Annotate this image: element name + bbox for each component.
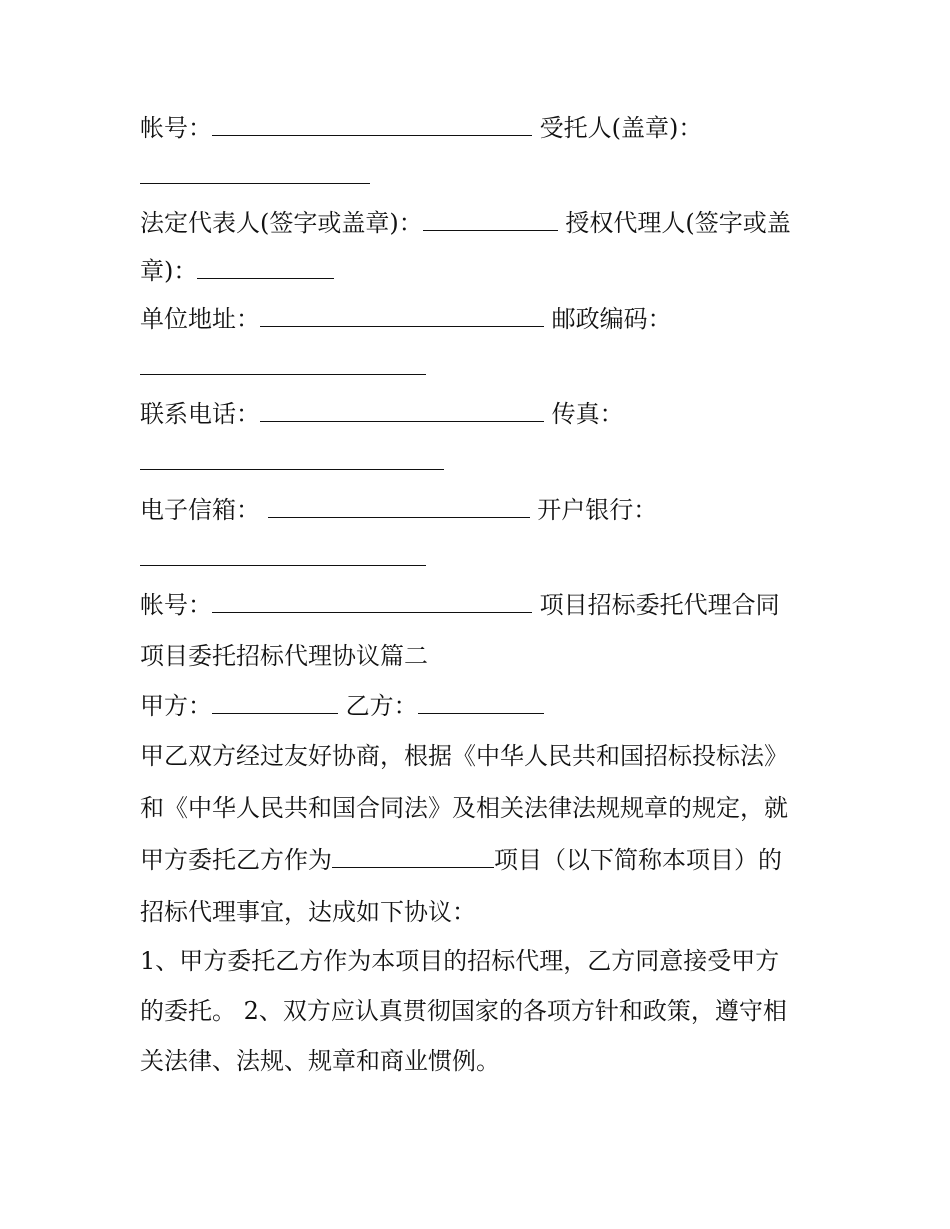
- party-b-blank[interactable]: [418, 691, 544, 714]
- account-label-2: 帐号：: [140, 591, 212, 619]
- phone-line: [140, 398, 624, 430]
- trustee-seal-label: 受托人(盖章)：: [532, 114, 703, 142]
- project-label: 甲方委托乙方作为: [140, 846, 332, 874]
- paragraph-text: 招标代理事宜，达成如下协议：: [140, 898, 476, 926]
- legal-rep-blank[interactable]: [423, 208, 558, 231]
- paragraph-line: [140, 792, 788, 824]
- project-blank[interactable]: [332, 845, 494, 868]
- authorized-agent-blank[interactable]: [197, 256, 334, 279]
- account-line: [140, 112, 702, 144]
- clause-line: [140, 995, 787, 1027]
- contract-title-text: 项目招标委托代理合同: [532, 591, 780, 619]
- paragraph-text: 甲乙双方经过友好协商，根据《中华人民共和国招标投标法》: [140, 742, 788, 770]
- postcode-blank[interactable]: [140, 352, 426, 375]
- legal-rep-label: 法定代表人(签字或盖章)：: [140, 209, 423, 237]
- email-blank[interactable]: [268, 495, 530, 518]
- paragraph-text: 和《中华人民共和国合同法》及相关法律法规规章的规定，就: [140, 794, 788, 822]
- clause-text: 的委托。 2、双方应认真贯彻国家的各项方针和政策，遵守相: [140, 997, 787, 1025]
- fax-blank[interactable]: [140, 447, 444, 470]
- paragraph-line: [140, 896, 476, 928]
- party-b-label: 乙方：: [338, 692, 418, 720]
- paragraph-line: [140, 740, 788, 772]
- section-title: [140, 640, 428, 672]
- address-line: [140, 303, 672, 335]
- postcode-line: [140, 351, 426, 383]
- party-a-label: 甲方：: [140, 692, 212, 720]
- party-a-blank[interactable]: [212, 691, 338, 714]
- account-line-2: [140, 589, 780, 621]
- section-title-text: 项目委托招标代理协议篇二: [140, 642, 428, 670]
- trustee-seal-blank[interactable]: [140, 161, 370, 184]
- account-blank-2[interactable]: [212, 590, 532, 613]
- bank-blank[interactable]: [140, 543, 426, 566]
- postcode-label: 邮政编码：: [544, 305, 672, 333]
- clause-line: [140, 1045, 500, 1077]
- address-label: 单位地址：: [140, 305, 260, 333]
- account-blank[interactable]: [212, 113, 532, 136]
- authorized-agent-label: 授权代理人(签字或盖: [557, 209, 791, 237]
- fax-label: 传真：: [544, 400, 624, 428]
- authorized-agent-line: [140, 255, 334, 287]
- project-label-cont: 项目（以下简称本项目）的: [494, 846, 782, 874]
- account-label: 帐号：: [140, 114, 212, 142]
- trustee-seal-line: [140, 160, 370, 192]
- clause-text: 关法律、法规、规章和商业惯例。: [140, 1047, 500, 1075]
- parties-line: [140, 690, 544, 722]
- fax-line: [140, 446, 444, 478]
- email-line: [140, 494, 657, 526]
- phone-label: 联系电话：: [140, 400, 260, 428]
- legal-rep-line: [140, 207, 791, 239]
- bank-line: [140, 542, 426, 574]
- address-blank[interactable]: [260, 304, 544, 327]
- authorized-agent-label-cont: 章)：: [140, 257, 198, 285]
- clause-text: 1、甲方委托乙方作为本项目的招标代理，乙方同意接受甲方: [140, 947, 780, 975]
- clause-line: [140, 945, 779, 977]
- email-label: 电子信箱：: [140, 496, 268, 524]
- project-line: [140, 844, 782, 876]
- phone-blank[interactable]: [260, 399, 544, 422]
- bank-label: 开户银行：: [529, 496, 658, 524]
